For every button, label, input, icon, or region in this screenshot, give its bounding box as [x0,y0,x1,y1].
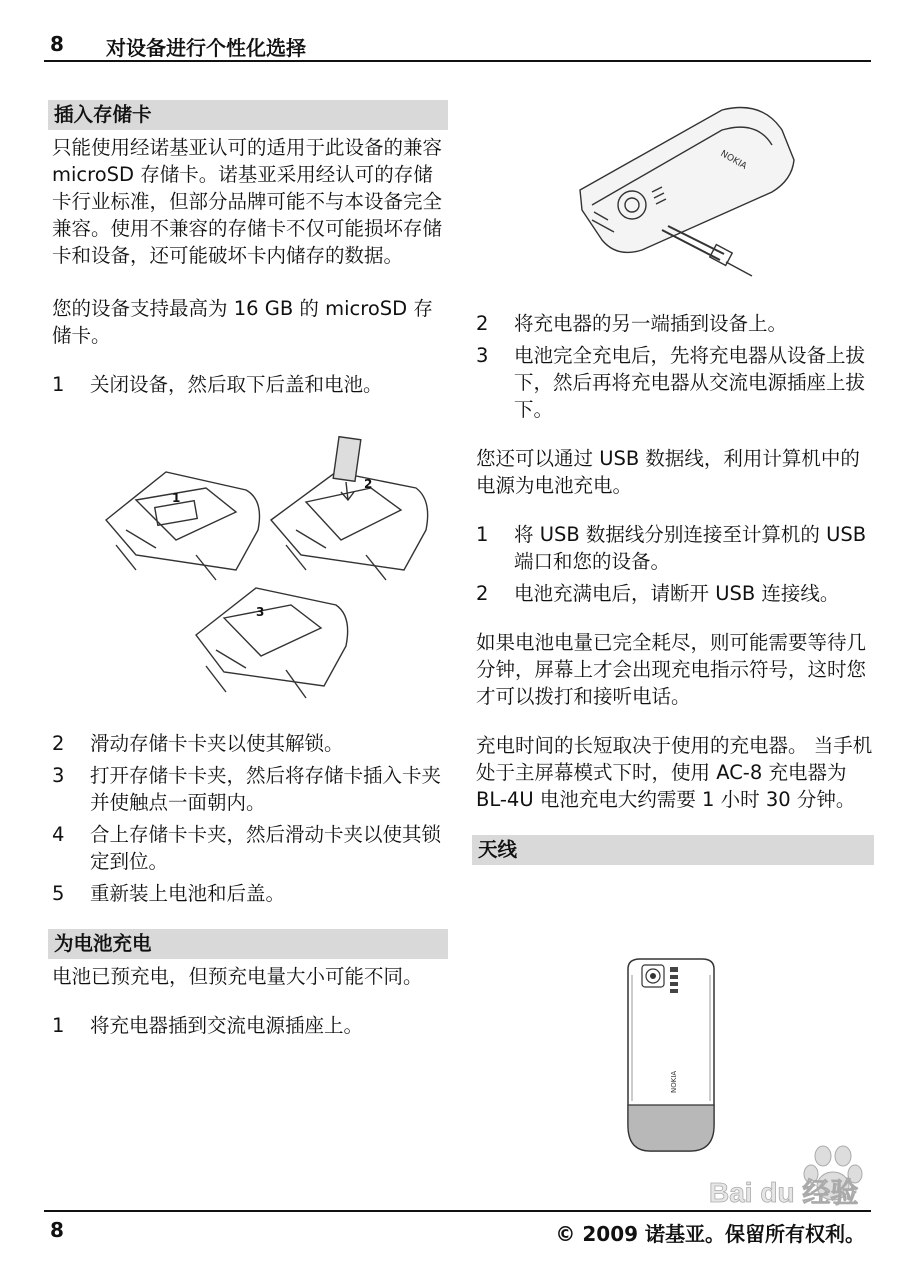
step-text: 关闭设备，然后取下后盖和电池。 [90,373,383,396]
watermark [705,1142,865,1214]
step-text: 将 USB 数据线分别连接至计算机的 USB 端口和您的设备。 [514,523,867,573]
header-title: 对设备进行个性化选择 [106,36,306,60]
left-column [48,100,448,398]
charger-connection-figure [572,100,802,280]
step-number: 2 [52,732,65,755]
page-header [44,30,871,62]
watermark-text: Bai du 经验 [709,1177,859,1208]
memory-card-insertion-figure [96,430,436,710]
list-item [48,880,448,907]
card-compat-paragraph: 只能使用经诺基亚认可的适用于此设备的兼容 microSD 存储卡。诺基亚采用经认可的存储卡行业标准，但部分品牌可能不与本设备完全兼容。使用不兼容的存储卡不仅可能损坏存储卡和设备，还可能破坏卡内储存的数据。 [52,136,443,267]
footer-copyright: © 2009 诺基亚。保留所有权利。 [555,1222,865,1246]
step-text: 打开存储卡卡夹，然后将存储卡插入卡夹并使触点一面朝内。 [90,764,442,814]
svg-text:NOKIA: NOKIA [718,148,749,172]
list-item [48,1012,448,1039]
section-heading-insert-card: 插入存储卡 [48,100,448,130]
step-number: 2 [476,312,489,335]
list-item [472,342,874,423]
antenna-location-figure [620,955,720,1155]
list-item [472,521,874,575]
header-page-number: 8 [50,32,64,56]
step-text: 合上存储卡卡夹，然后滑动卡夹以使其锁定到位。 [90,823,442,873]
svg-text:NOKIA: NOKIA [670,1070,678,1093]
precharge-paragraph: 电池已预充电，但预充电量大小可能不同。 [52,965,423,988]
step-text: 将充电器插到交流电源插座上。 [90,1014,364,1037]
step-text: 滑动存储卡卡夹以使其解锁。 [90,732,344,755]
card-capacity-paragraph: 您的设备支持最高为 16 GB 的 microSD 存储卡。 [52,297,433,347]
usb-charge-paragraph: 您还可以通过 USB 数据线，利用计算机中的电源为电池充电。 [476,447,860,497]
step-number: 1 [52,1014,65,1037]
section-heading-charge-battery: 为电池充电 [48,929,448,959]
list-item [48,371,448,398]
baidu-paw-icon [705,1142,865,1210]
step-text: 将充电器的另一端插到设备上。 [514,312,788,335]
left-column-steps [48,730,448,1039]
list-item [472,310,874,337]
footer-page-number: 8 [50,1218,64,1242]
section-heading-antenna: 天线 [472,835,874,865]
page-footer [44,1210,871,1246]
step-number: 2 [476,582,489,605]
step-text: 重新装上电池和后盖。 [90,882,286,905]
list-item [48,730,448,757]
list-item [472,580,874,607]
figure-label-2: 2 [364,477,373,491]
empty-battery-paragraph: 如果电池电量已完全耗尽，则可能需要等待几分钟，屏幕上才会出现充电指示符号，这时您才可以拨打和接听电话。 [476,631,867,708]
figure-label-1: 1 [172,491,181,505]
list-item [48,762,448,816]
figure-label-3: 3 [256,605,265,619]
step-text: 电池完全充电后，先将充电器从设备上拔下，然后再将充电器从交流电源插座上拔下。 [514,344,866,421]
step-number: 5 [52,882,65,905]
step-number: 4 [52,823,65,846]
list-item [48,821,448,875]
charge-time-paragraph: 充电时间的长短取决于使用的充电器。 当手机处于主屏幕模式下时，使用 AC-8 充电器为 BL-4U 电池充电大约需要 1 小时 30 分钟。 [476,734,873,811]
step-text: 电池充满电后，请断开 USB 连接线。 [514,582,840,605]
step-number: 1 [476,523,489,546]
step-number: 1 [52,373,65,396]
step-number: 3 [52,764,65,787]
step-number: 3 [476,344,489,367]
right-column [472,310,874,865]
